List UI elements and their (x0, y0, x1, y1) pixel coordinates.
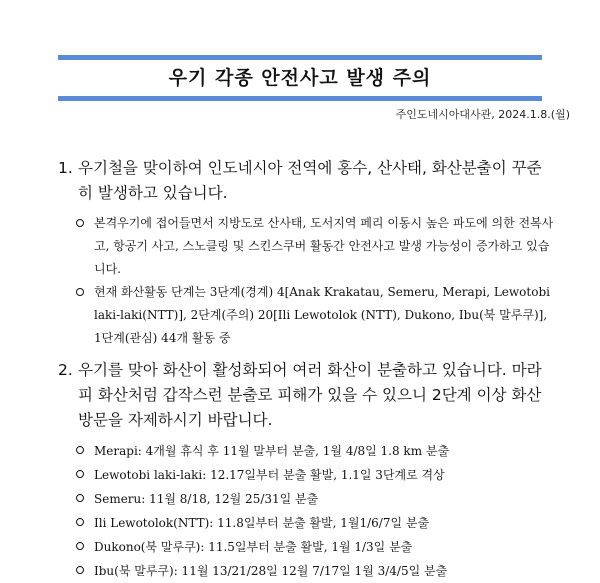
list-item (76, 535, 556, 559)
section-1-number: 1. (58, 159, 73, 177)
list-item (76, 439, 556, 463)
section-1-bullet-list (76, 212, 556, 350)
page-title: 우기 각종 안전사고 발생 주의 (168, 67, 432, 89)
section-1-heading (58, 156, 556, 206)
list-item (76, 281, 556, 350)
issuer-date-line: 주인도네시아대사관, 2024.1.8.(월) (395, 108, 570, 121)
list-item (76, 559, 556, 583)
section-1-heading-text: 우기철을 맞이하여 인도네시아 전역에 홍수, 산사태, 화산분출이 꾸준히 발생하고 있습니다. (78, 159, 542, 202)
bullet-circle-icon (76, 566, 84, 574)
bullet-circle-icon (76, 446, 84, 454)
section-2-bullet-list (76, 439, 556, 583)
list-item (76, 511, 556, 535)
bullet-text: Ibu(북 말루쿠): 11월 13/21/28일 12월 7/17일 1월 3/4/5일 분출 (94, 564, 448, 578)
section-2-heading (58, 358, 556, 433)
bullet-text: Dukono(북 말루쿠): 11.5일부터 분출 활발, 1월 1/3일 분출 (94, 540, 413, 554)
bullet-text: Ili Lewotolok(NTT): 11.8일부터 분출 활발, 1월1/6/7일 분출 (94, 516, 430, 530)
bullet-circle-icon (76, 494, 84, 502)
section-2 (58, 358, 556, 583)
list-item (76, 463, 556, 487)
title-bottom-rule (58, 96, 542, 101)
bullet-text: 본격우기에 접어들면서 지방도로 산사태, 도서지역 페리 이동시 높은 파도에 의한 전복사고, 항공기 사고, 스노클링 및 스킨스쿠버 활동간 안전사고 발생 가능성이 증가하고 있습니다. (94, 216, 554, 276)
bullet-text: Semeru: 11월 8/18, 12월 25/31일 분출 (94, 492, 319, 506)
bullet-text: Lewotobi laki-laki: 12.17일부터 분출 활발, 1.1일 3단계로 격상 (94, 468, 445, 482)
bullet-text: Merapi: 4개월 휴식 후 11월 말부터 분출, 1월 4/8일 1.8 km 분출 (94, 444, 450, 458)
bullet-circle-icon (76, 219, 84, 227)
list-item (76, 212, 556, 281)
bullet-circle-icon (76, 518, 84, 526)
bullet-circle-icon (76, 288, 84, 296)
section-2-number: 2. (58, 361, 73, 379)
bullet-circle-icon (76, 470, 84, 478)
section-2-heading-text: 우기를 맞아 화산이 활성화되어 여러 화산이 분출하고 있습니다. 마라피 화산처럼 갑작스런 분출로 피해가 있을 수 있으니 2단계 이상 화산 방문을 자제하시기 바랍니다. (78, 361, 542, 429)
section-1 (58, 156, 556, 350)
bullet-text: 현재 화산활동 단계는 3단계(경계) 4[Anak Krakatau, Semeru, Merapi, Lewotobi laki-laki(NTT)], 2단계(주의) 20[Ili Lewotolok (NTT), Dukono, Ibu(북 말루쿠)], 1단계(관심) 44개 활동 중 (94, 285, 550, 345)
title-top-rule (58, 55, 542, 60)
bullet-circle-icon (76, 542, 84, 550)
list-item (76, 487, 556, 511)
